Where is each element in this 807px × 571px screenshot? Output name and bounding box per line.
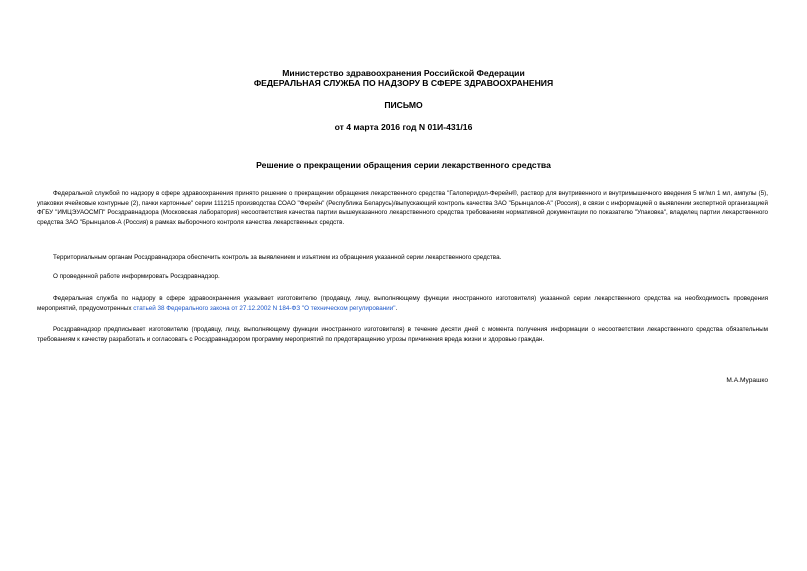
paragraph-text: Федеральная служба по надзору в сфере здравоохранения указывает изготовителю (продавцу, лицу, выполняющему функции иностранного изготовителя) указанной серии лекарственного средства на необходимость проведения мероприятий, предусмотренных <box>37 295 768 312</box>
paragraph-manufacturer-measures <box>37 294 768 313</box>
ministry-name: Министерство здравоохранения Российской Федерации <box>282 68 525 78</box>
paragraph-prescription: Росздравнадзор предписывает изготовителю (продавцу, лицу, выполняющему функции иностранного изготовителя) в течение десяти дней с момента получения информации о несоответствии лекарственного средства обязательным требованиям к качеству разработать и согласовать с Росздравнадзором программу мероприятий по предотвращению угрозы причинения вреда жизни и здоровью граждан. <box>37 326 768 343</box>
signature: М.А.Мурашко <box>726 377 768 384</box>
paragraph-report: О проведенной работе информировать Росздравнадзор. <box>53 273 220 280</box>
document-type: ПИСЬМО <box>384 100 423 110</box>
paragraph-text-end: . <box>395 304 398 312</box>
service-name: ФЕДЕРАЛЬНАЯ СЛУЖБА ПО НАДЗОРУ В СФЕРЕ ЗДРАВООХРАНЕНИЯ <box>253 78 554 88</box>
paragraph-decision: Федеральной службой по надзору в сфере здравоохранения принято решение о прекращении обращения лекарственного средства "Галоперидол-Ферейн®, раствор для внутривенного и внутримышечного введения 5 мг/мл 1 мл, ампулы (5), упаковки ячейковые контурные (2), пачки картонные" серии 111215 производства СОАО "Ферейн" (Республика Беларусь)/выпускающий контроль качества ЗАО "Брынцалов-А" (Россия), в связи с информацией о выявлении экспертной организацией ФГБУ "ИМЦЭУАОСМП" Росздравнадзора (Московская лаборатория) несоответствия качества партии вышеуказанного лекарственного средства требованиям нормативной документации по показателю "Упаковка", владелец партии лекарственного средства ЗАО "Брынцалов-А (Россия) в рамках выборочного контроля качества лекарственных средств. <box>37 190 768 226</box>
law-article-link[interactable]: статьей 38 Федерального закона от 27.12.2002 N 184-ФЗ "О техническом регулировании" <box>133 304 396 312</box>
document-date-number: от 4 марта 2016 год N 01И-431/16 <box>334 122 473 132</box>
document-subject: Решение о прекращении обращения серии лекарственного средства <box>256 160 551 170</box>
paragraph-territorial-control: Территориальным органам Росздравнадзора обеспечить контроль за выявлением и изъятием из обращения указанной серии лекарственного средства. <box>53 254 502 261</box>
